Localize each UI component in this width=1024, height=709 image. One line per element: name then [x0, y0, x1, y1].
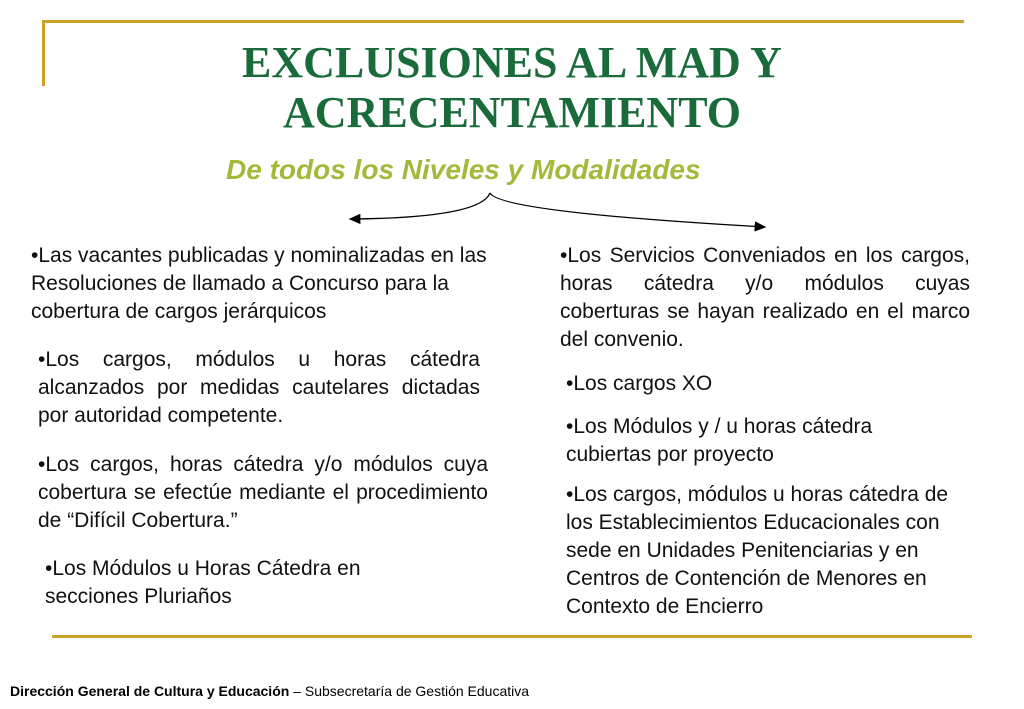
left-item-1: •Las vacantes publicadas y nominalizadas en las Resoluciones de llamado a Concurso para la cobertura de cargos jerárquicos [31, 244, 487, 323]
title-line-2: ACRECENTAMIENTO [283, 88, 741, 137]
right-item-1: •Los Servicios Conveniados en los cargos, horas cátedra y/o módulos cuyas coberturas se hayan realizado en el marco del convenio. [560, 244, 970, 351]
footer [10, 683, 529, 699]
right-item-3: •Los Módulos y / u horas cátedra cubiertas por proyecto [566, 415, 873, 466]
arrow-right [490, 193, 765, 227]
title-line-1: EXCLUSIONES AL MAD Y [242, 38, 782, 87]
left-item-2: •Los cargos, módulos u horas cátedra alcanzados por medidas cautelares dictadas por autoridad competente. [38, 348, 480, 427]
footer-separator: – [289, 683, 305, 699]
footer-dept: Subsecretaría de Gestión Educativa [304, 683, 530, 699]
arrow-left [350, 193, 490, 219]
bottom-rule [52, 635, 972, 638]
right-item-2: •Los cargos XO [566, 372, 713, 395]
subtitle: De todos los Niveles y Modalidades [226, 154, 701, 185]
footer-org: Dirección General de Cultura y Educación [10, 683, 290, 699]
left-item-3: •Los cargos, horas cátedra y/o módulos cuya cobertura se efectúe mediante el procedimiento de “Difícil Cobertura.” [38, 453, 488, 532]
left-item-4: •Los Módulos u Horas Cátedra en secciones Pluriaños [45, 557, 361, 608]
right-item-4: •Los cargos, módulos u horas cátedra de los Establecimientos Educacionales con sede en Unidades Penitenciarias y en Centros de Contención de Menores en Contexto de Encierro [566, 483, 949, 618]
